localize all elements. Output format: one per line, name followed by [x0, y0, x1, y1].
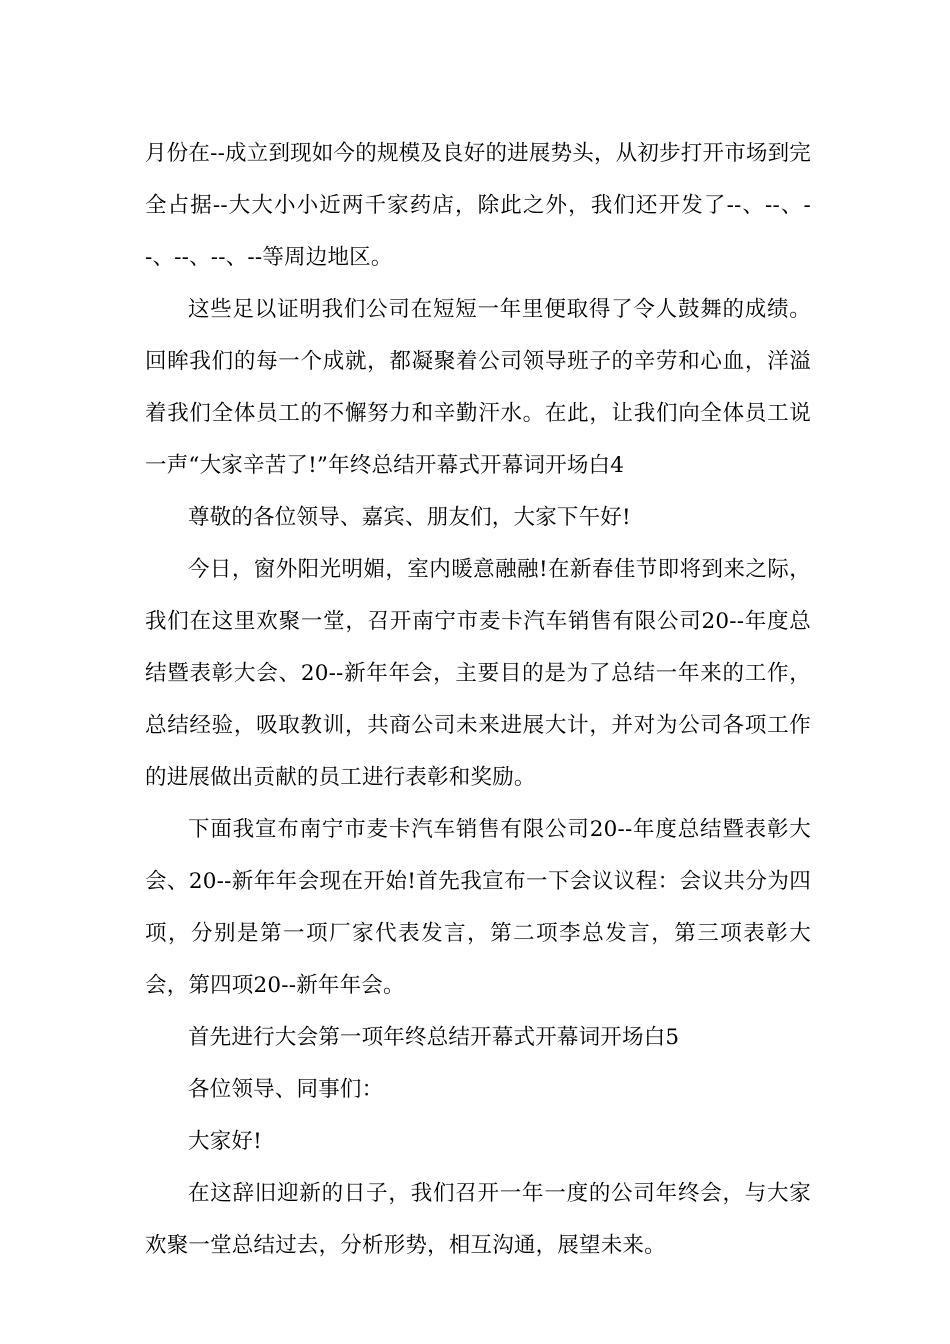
paragraph-year-end-meeting: 在这辞旧迎新的日子，我们召开一年一度的公司年终会，与大家欢聚一堂总结过去，分析形势，相互沟通，展望未来。 [145, 1181, 811, 1258]
paragraph-continuation: 月份在--成立到现如今的规模及良好的进展势头，从初步打开市场到完全占据--大大小小近两千家药店，除此之外，我们还开发了--、--、--、--、--、--等周边地区。 [145, 141, 811, 270]
paragraph-achievements: 这些足以证明我们公司在短短一年里便取得了令人鼓舞的成绩。回眸我们的每一个成就，都凝聚着公司领导班子的辛劳和心血，洋溢着我们全体员工的不懈努力和辛勤汗水。在此，让我们向全体员工说一声“大家辛苦了!”年终总结开幕式开幕词开场白4 [145, 297, 811, 478]
document-body [145, 128, 811, 1272]
paragraph-opening-remarks: 今日，窗外阳光明媚，室内暖意融融!在新春佳节即将到来之际，我们在这里欢聚一堂，召开南宁市麦卡汽车销售有限公司20--年度总结暨表彰大会、20--新年年会，主要目的是为了总结一年来的工作，总结经验，吸取教训，共商公司未来进展大计，并对为公司各项工作的进展做出贡献的员工进行表彰和奖励。 [145, 557, 811, 790]
paragraph-first-item: 首先进行大会第一项年终总结开幕式开幕词开场白5 [188, 1025, 680, 1050]
paragraph-greeting-guests: 尊敬的各位领导、嘉宾、朋友们，大家下午好! [188, 505, 631, 530]
paragraph-hello: 大家好! [188, 1129, 262, 1154]
paragraph-agenda: 下面我宣布南宁市麦卡汽车销售有限公司20--年度总结暨表彰大会、20--新年年会现在开始!首先我宣布一下会议议程：会议共分为四项，分别是第一项厂家代表发言，第二项李总发言，第三项表彰大会，第四项20--新年年会。 [145, 817, 811, 998]
paragraph-salutation: 各位领导、同事们： [188, 1077, 384, 1102]
